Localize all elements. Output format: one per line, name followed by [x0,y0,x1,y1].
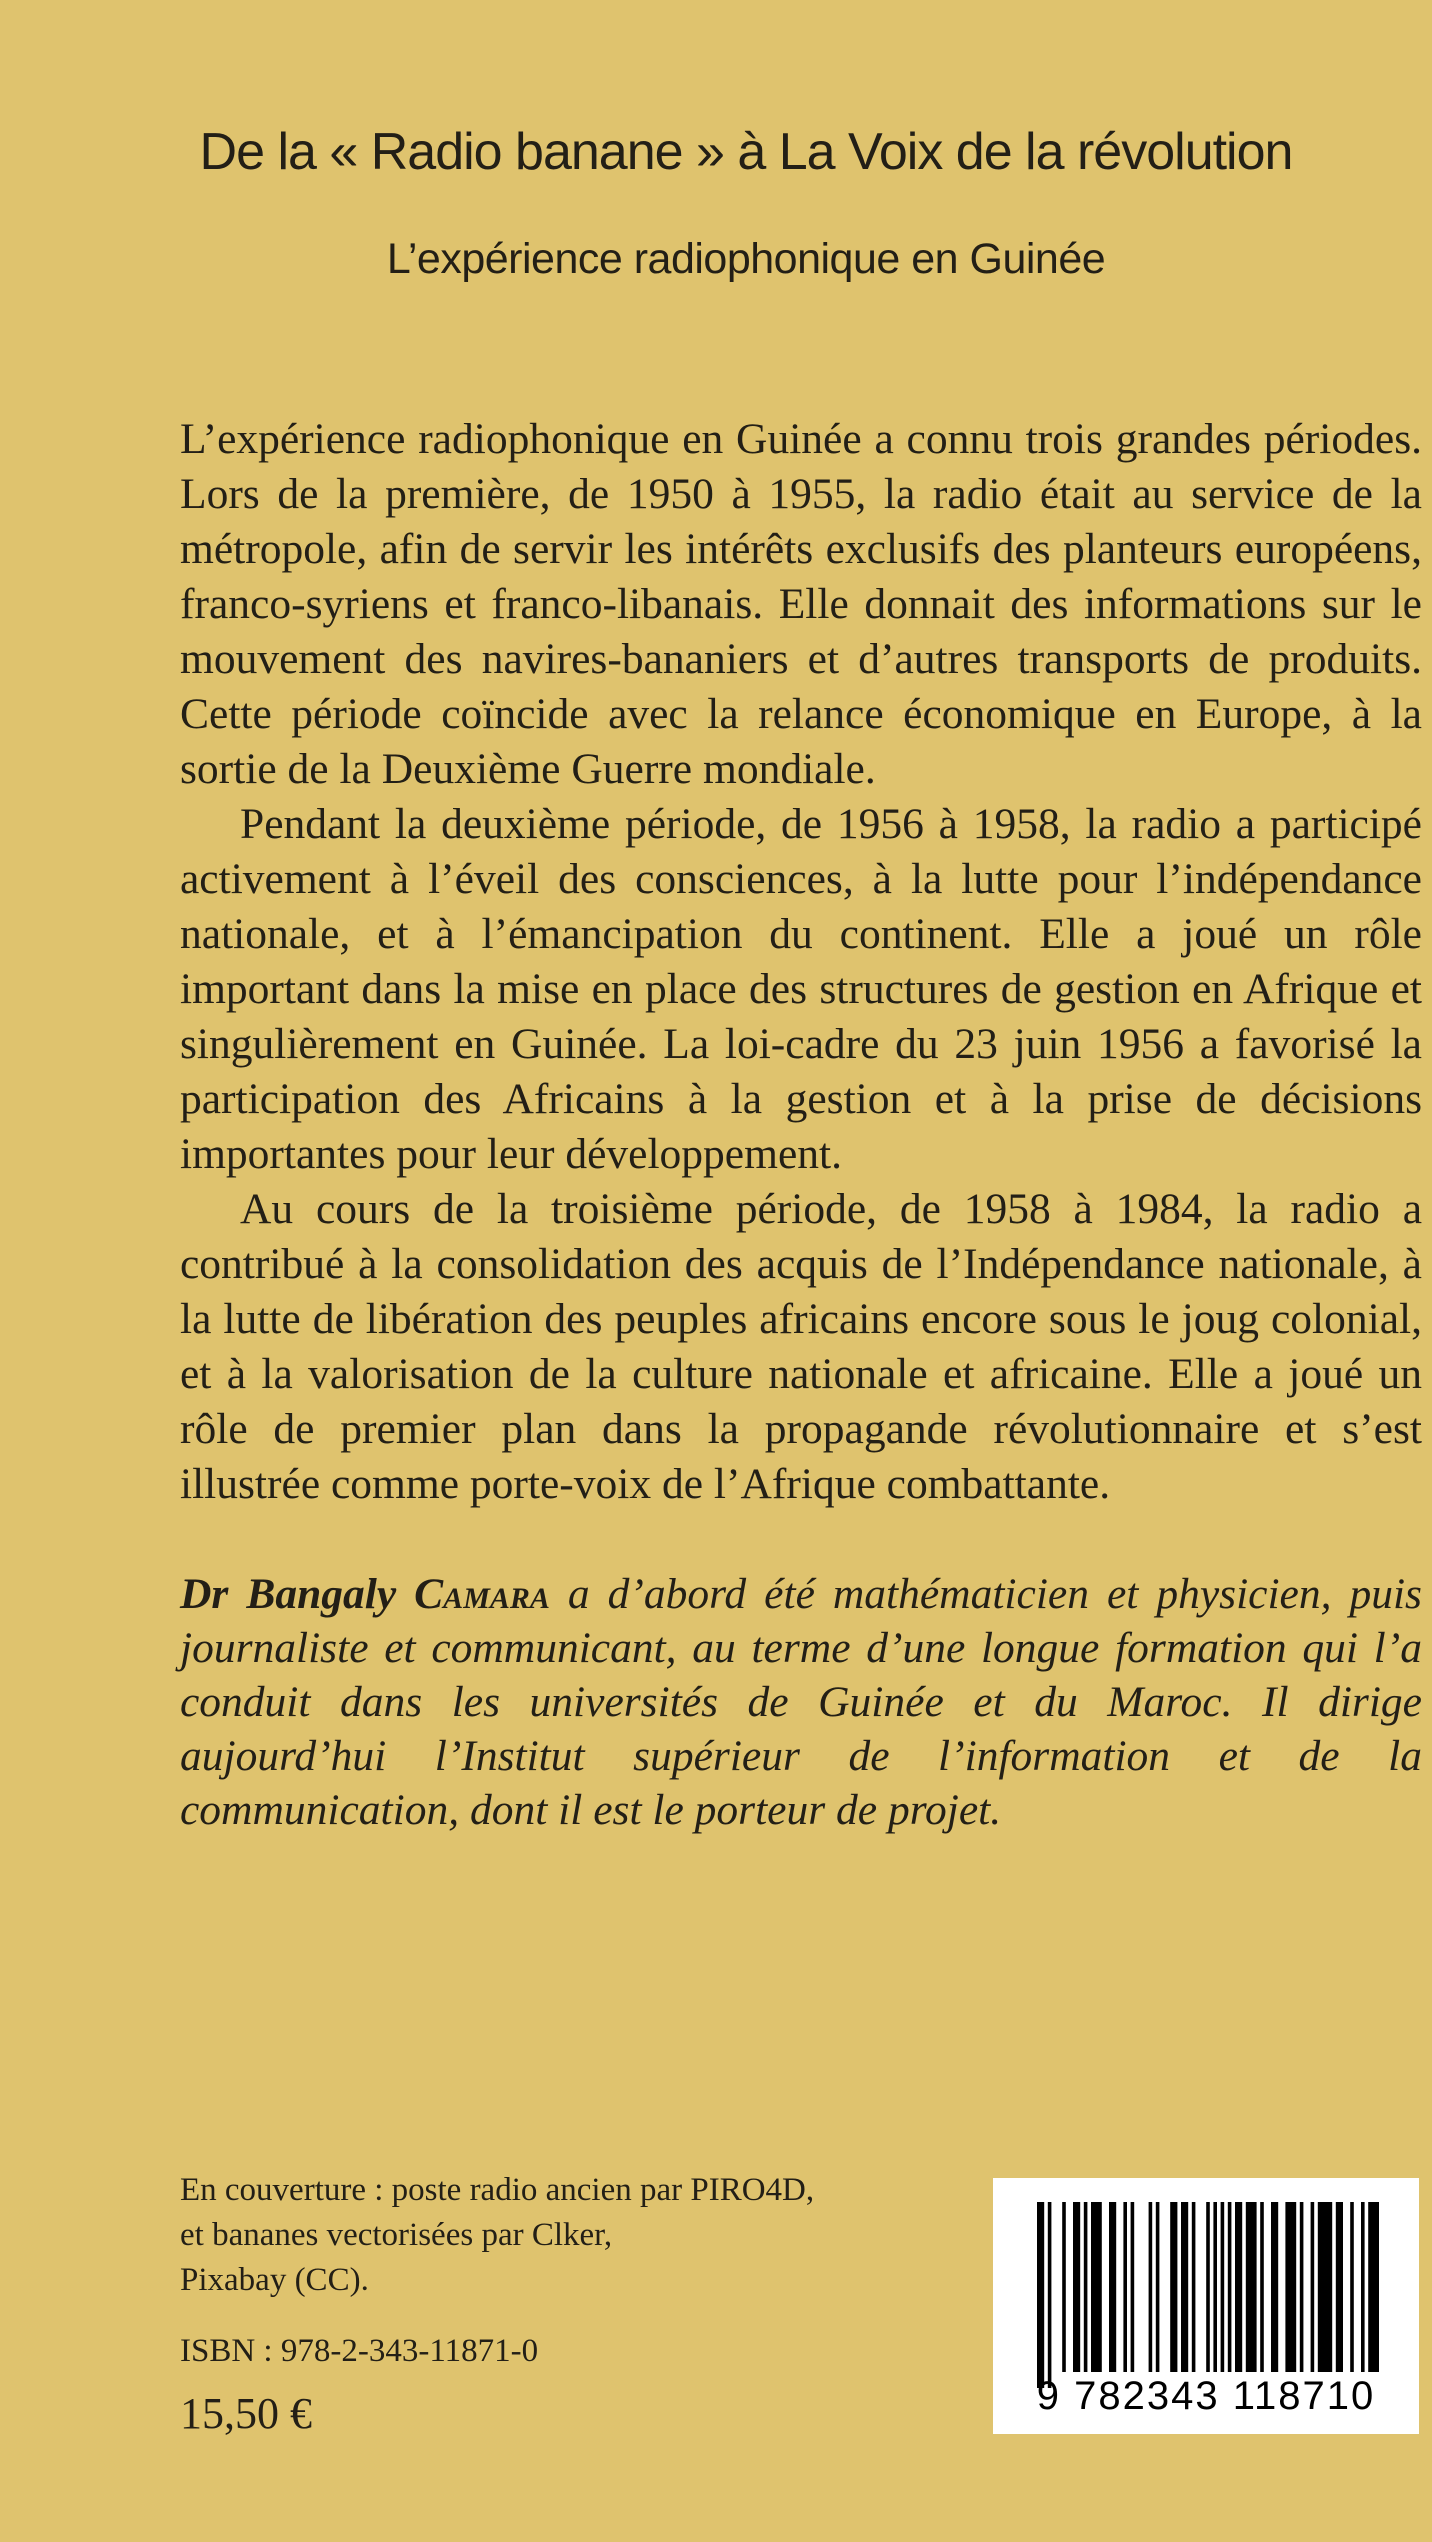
barcode-bar [1131,2202,1135,2372]
cover-credits [180,2168,814,2303]
barcode-bar [1048,2202,1052,2388]
author-bio-text: a d’abord été mathématicien et physicien, puis journaliste et communicant, au terme d’une longue formation qui l’a conduit dans les universités de Guinée et du Maroc. Il dirige aujourd’hui l’Institut supérieur de l’information et de la communication, dont il est le porteur de projet. [180,1570,1422,1834]
barcode-bar [1285,2202,1296,2372]
barcode-bar [1318,2202,1332,2372]
barcode-digits: 9 782343 118710 [1036,2374,1376,2418]
barcode-bar [1206,2202,1210,2372]
barcode-bar [1073,2202,1080,2372]
barcode-bar [1109,2202,1116,2372]
barcode-bar [1368,2202,1379,2372]
author-surname: Camara [414,1570,550,1618]
barcode-bar [1156,2202,1160,2372]
barcode-bar [1350,2202,1354,2372]
author-name: Dr Bangaly [180,1570,415,1618]
barcode-bar [1213,2202,1217,2372]
barcode-bar [1260,2202,1264,2372]
barcode-bar [1228,2202,1232,2372]
barcode-bar [1084,2202,1088,2372]
credit-line: Pixabay (CC). [180,2262,369,2298]
isbn: ISBN : 978-2-343-11871-0 [180,2333,539,2369]
barcode-bar [1123,2202,1127,2372]
synopsis-paragraph: Au cours de la troisième période, de 1958 à 1984, la radio a contribué à la consolidation des acquis de l’Indépendance nationale, à la lutte de libération des peuples africains encore sous le joug colonial, et à la valorisation de la culture nationale et africaine. Elle a joué un rôle de premier plan dans la propagande révolutionnaire et s’est illustrée comme porte-voix de l’Afrique combattante. [180,1185,1422,1508]
credit-line: En couverture : poste radio ancien par PIRO4D, [180,2172,815,2208]
barcode-bar [1271,2202,1278,2372]
barcode-bar [1170,2202,1177,2372]
synopsis-paragraph: Pendant la deuxième période, de 1956 à 1958, la radio a participé activement à l’éveil des consciences, à la lutte pour l’indépendance nationale, et à l’émancipation du continent. Elle a joué un rôle important dans la mise en place des structures de gestion en Afrique et singulièrement en Guinée. La loi-cadre du 23 juin 1956 a favorisé la participation des Africains à la gestion et à la prise de décisions importantes pour leur développement. [180,800,1422,1178]
synopsis [180,412,1422,1512]
barcode-bar [1091,2202,1102,2372]
barcode-bar [1336,2202,1343,2372]
author-bio [180,1567,1422,1837]
barcode-bar [1221,2202,1225,2372]
barcode-bar [1037,2202,1044,2388]
credit-line: et bananes vectorisées par Clker, [180,2217,613,2253]
book-title: De la « Radio banane » à La Voix de la révolution [199,123,1293,181]
synopsis-paragraph: L’expérience radiophonique en Guinée a connu trois grandes périodes. Lors de la première, de 1950 à 1955, la radio était au service de la métropole, afin de servir les intérêts exclusifs des planteurs européens, franco-syriens et franco-libanais. Elle donnait des informations sur le mouvement des navires-bananiers et d’autres transports de produits. Cette période coïncide avec la relance économique en Europe, à la sortie de la Deuxième Guerre mondiale. [180,415,1422,793]
barcode-bar [1235,2202,1242,2372]
price: 15,50 € [180,2389,312,2438]
barcode-bar [1246,2202,1257,2372]
barcode-bar [1062,2202,1066,2372]
barcode-bar [1149,2202,1153,2372]
barcode-bar [1361,2202,1365,2372]
barcode-bar [1181,2202,1188,2372]
barcode-bar [1192,2202,1196,2372]
barcode [993,2178,1419,2434]
book-subtitle: L’expérience radiophonique en Guinée [386,235,1106,283]
barcode-bar [1300,2202,1304,2372]
barcode-bar [1311,2202,1315,2372]
